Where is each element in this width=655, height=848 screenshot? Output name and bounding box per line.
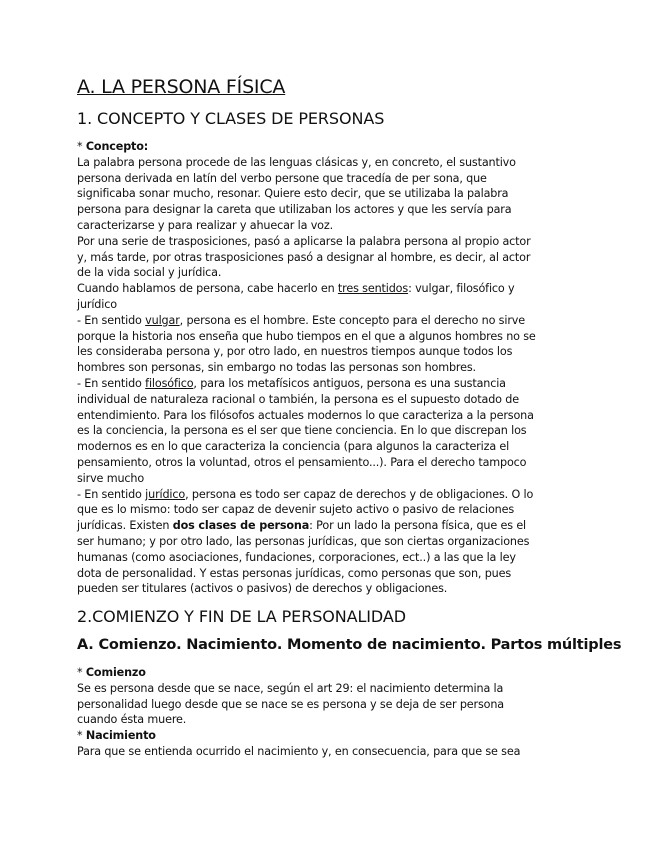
bold-text: Concepto: [85, 140, 149, 153]
underlined-text: tres sentidos [337, 282, 409, 296]
text-segment: humanas (como asociaciones, fundaciones, corporaciones, ect..) a las que la ley [77, 550, 516, 564]
text-line [77, 455, 536, 471]
text-segment: porque la historia nos enseña que hubo tiempos en el que a algunos hombres no se [77, 329, 536, 343]
text-line [77, 534, 536, 550]
underlined-text: vulgar [145, 313, 180, 327]
bold-text: dos clases de persona [172, 519, 310, 533]
text-segment: * [77, 729, 86, 743]
text-line [77, 502, 536, 518]
text-segment: Para que se entienda ocurrido el nacimiento y, en consecuencia, para que se sea [77, 744, 521, 758]
text-segment: de la vida social y jurídica. [77, 266, 222, 280]
text-line [77, 518, 536, 534]
text-segment: - En sentido [77, 313, 146, 327]
text-segment: La palabra persona procede de las lenguas clásicas y, en concreto, el sustantivo [77, 155, 516, 169]
text-line [77, 265, 536, 281]
text-line [77, 344, 536, 360]
text-line [77, 202, 536, 218]
text-segment: hombres son personas, sin embargo no todas las personas son hombres. [77, 361, 476, 375]
text-segment: jurídico [77, 297, 117, 311]
text-segment: Se es persona desde que se nace, según el art 29: el nacimiento determina la [77, 681, 504, 695]
text-line [77, 360, 536, 376]
text-segment: Por una serie de trasposiciones, pasó a aplicarse la palabra persona al propio actor [77, 234, 531, 248]
section-2-body [77, 665, 520, 760]
text-line [77, 376, 536, 392]
text-segment: entendimiento. Para los filósofos actuales modernos lo que caracteriza a la persona [77, 408, 534, 422]
section-1-body [77, 139, 536, 597]
text-segment: caracterizarse y para realizar y ahuecar la voz. [77, 218, 333, 232]
text-segment: modernos es en lo que caracteriza la conciencia (para algunos la caracteriza el [77, 440, 510, 454]
text-line [77, 566, 536, 582]
text-segment: * [77, 140, 86, 153]
text-segment: significaba sonar mucho, resonar. Quiere esto decir, que se utilizaba la palabra [77, 187, 509, 201]
bold-text: Comienzo [85, 666, 146, 679]
text-line [77, 250, 536, 266]
text-segment: es la conciencia, la persona es el ser que tiene conciencia. En lo que discrepan los [77, 424, 527, 438]
text-line [77, 697, 520, 713]
text-segment: ser humano; y por otro lado, las personas jurídicas, que son ciertas organizaciones [77, 534, 530, 548]
text-segment: Cuando hablamos de persona, cabe hacerlo en [77, 282, 338, 296]
text-segment: : vulgar, filosófico y [408, 282, 515, 296]
text-line [77, 139, 536, 155]
text-segment: persona para designar la careta que utilizaban los actores y que les servía para [77, 203, 512, 217]
text-segment: pensamiento, otros la voluntad, otros el pensamiento...). Para el derecho tampoco [77, 455, 527, 469]
text-line [77, 297, 536, 313]
text-line [77, 234, 536, 250]
text-line [77, 681, 520, 697]
text-segment: cuando ésta muere. [77, 713, 187, 727]
text-line [77, 712, 520, 728]
underlined-text: filosófico [145, 376, 194, 390]
text-line [77, 313, 536, 329]
text-segment: sirve mucho [77, 471, 145, 485]
text-line [77, 155, 536, 171]
text-segment: , persona es el hombre. Este concepto para el derecho no sirve [179, 313, 525, 327]
text-line [77, 329, 536, 345]
bold-text: Nacimiento [85, 729, 156, 743]
text-segment: individual de naturaleza racional o también, la persona es el supuesto dotado de [77, 392, 519, 406]
text-segment: dota de personalidad. Y estas personas jurídicas, como personas que son, pues [77, 566, 512, 580]
text-line [77, 471, 536, 487]
section-1-heading: 1. CONCEPTO Y CLASES DE PERSONAS [77, 109, 385, 128]
text-segment: * [77, 666, 86, 679]
document-title: A. LA PERSONA FÍSICA [77, 76, 286, 98]
text-segment: : Por un lado la persona física, que es el [309, 519, 527, 533]
text-segment: personalidad luego desde que se nace se es persona y se deja de ser persona [77, 697, 505, 711]
text-line [77, 171, 536, 187]
text-segment: - En sentido [77, 376, 146, 390]
text-segment: pueden ser titulares (activos o pasivos) de derechos y obligaciones. [77, 582, 448, 596]
underlined-text: jurídico [145, 487, 186, 501]
text-line [77, 487, 536, 503]
section-2-subheading: A. Comienzo. Nacimiento. Momento de nacimiento. Partos múltiples [77, 637, 622, 653]
text-segment: , para los metafísicos antiguos, persona es una sustancia [193, 376, 506, 390]
text-line [77, 728, 520, 744]
text-segment: - En sentido [77, 487, 146, 501]
text-line [77, 550, 536, 566]
text-line [77, 186, 536, 202]
text-line [77, 218, 536, 234]
text-line [77, 744, 520, 760]
text-line [77, 392, 536, 408]
text-segment: , persona es todo ser capaz de derechos y de obligaciones. O lo [185, 487, 534, 501]
text-line [77, 423, 536, 439]
text-segment: que es lo mismo: todo ser capaz de devenir sujeto activo o pasivo de relaciones [77, 503, 515, 517]
section-2-heading: 2.COMIENZO Y FIN DE LA PERSONALIDAD [77, 607, 406, 626]
text-segment: y, más tarde, por otras trasposiciones pasó a designar al hombre, es decir, al actor [77, 250, 531, 264]
text-segment: persona derivada en latín del verbo persone que tracedía de per sona, que [77, 171, 487, 185]
text-segment: jurídicas. Existen [77, 519, 173, 533]
text-segment: les consideraba persona y, por otro lado, en nuestros tiempos aunque todos los [77, 345, 513, 359]
text-line [77, 665, 520, 681]
text-line [77, 581, 536, 597]
text-line [77, 439, 536, 455]
text-line [77, 408, 536, 424]
text-line [77, 281, 536, 297]
